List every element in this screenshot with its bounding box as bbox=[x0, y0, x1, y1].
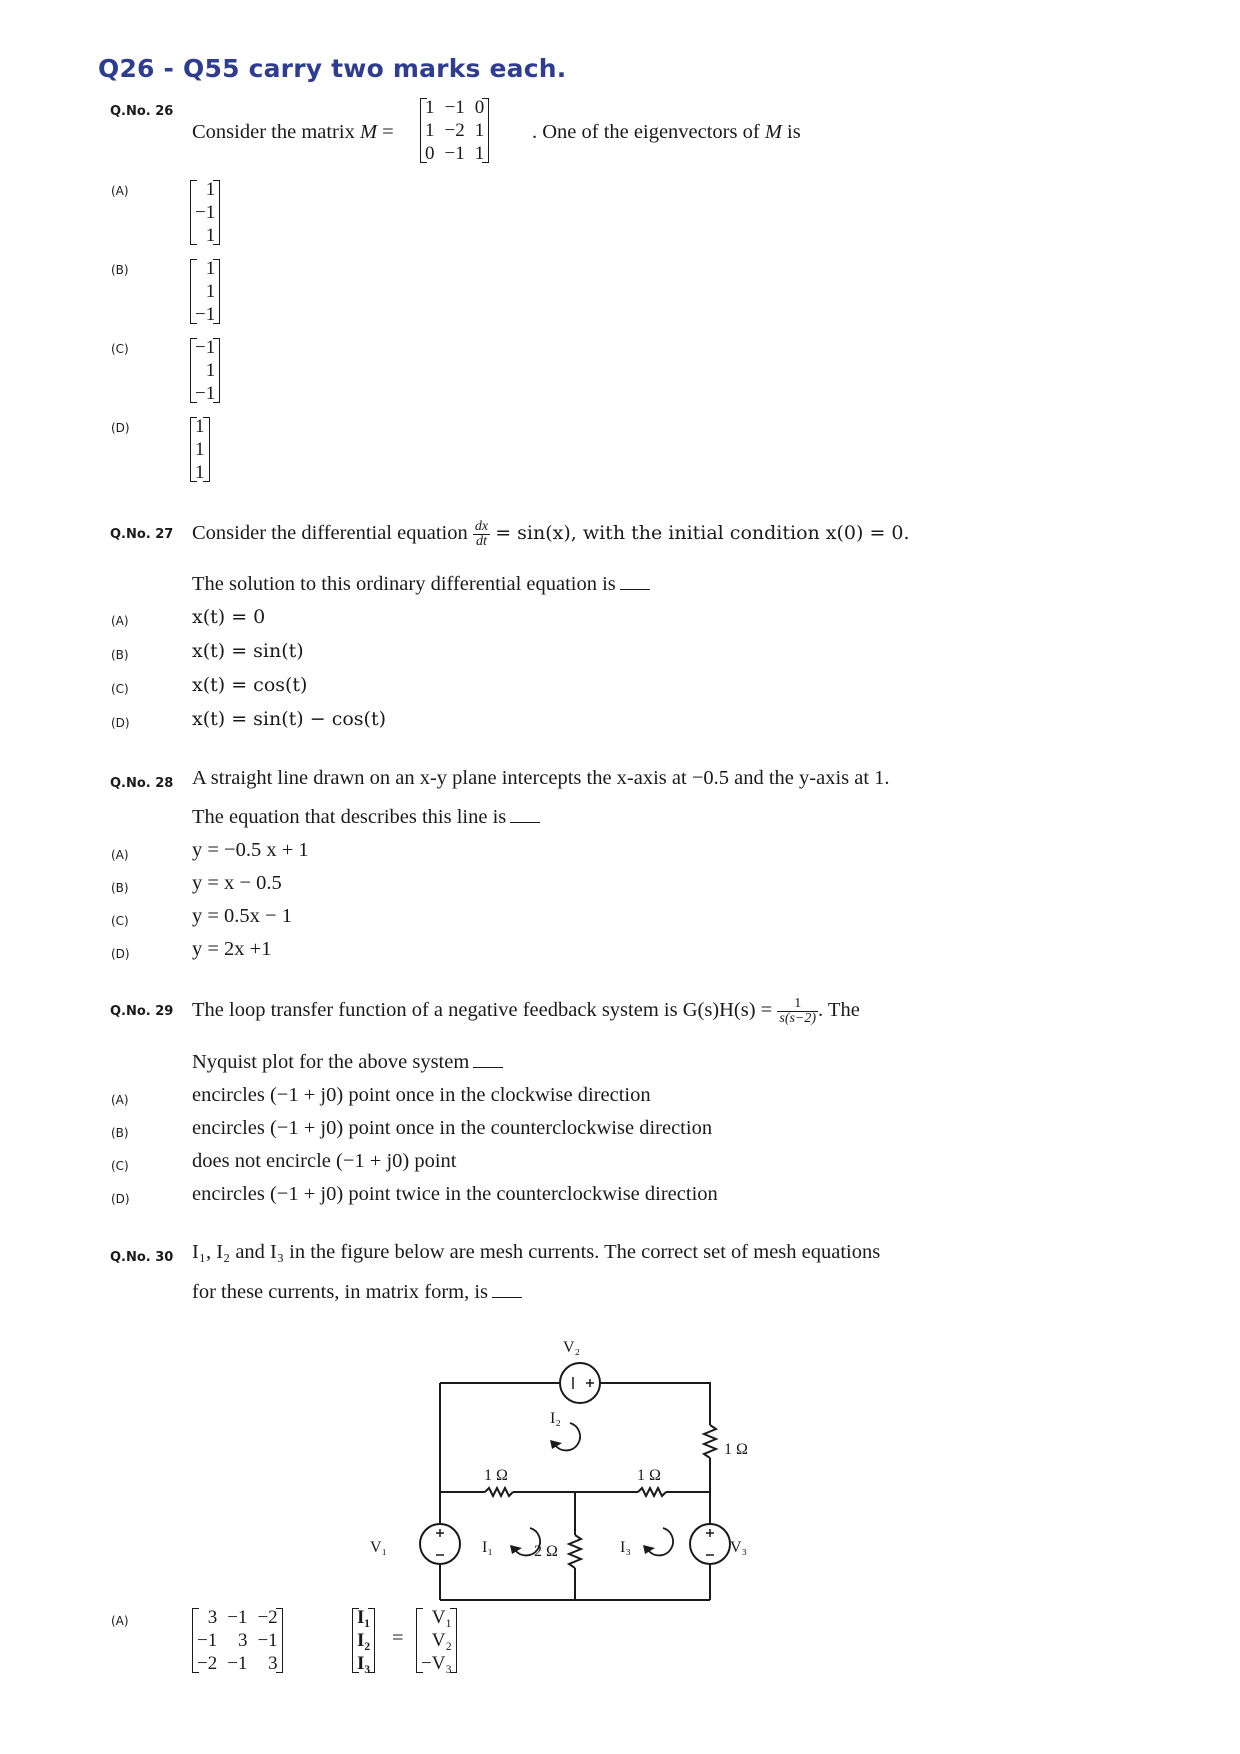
q28-stem-line2: The equation that describes this line is bbox=[192, 806, 540, 829]
q29-option-b-label: (B) bbox=[111, 1126, 129, 1140]
q29-option-a-label: (A) bbox=[111, 1093, 129, 1107]
q27-option-b-label: (B) bbox=[111, 648, 129, 662]
q27-option-d-text: x(t) = sin(t) − cos(t) bbox=[192, 708, 386, 730]
q29-stem-line2: Nyquist plot for the above system bbox=[192, 1051, 503, 1074]
q26-stem-end: . One of the eigenvectors of M is bbox=[532, 121, 801, 143]
resistor-right-1ohm bbox=[704, 1425, 716, 1458]
q30-option-a-matrix: 3 −1 −2 −1 3 −1 −2 −1 3 bbox=[192, 1606, 283, 1675]
label-r-center: 2 Ω bbox=[534, 1543, 558, 1560]
q26-option-b-label: (B) bbox=[111, 263, 129, 277]
q29-option-c-label: (C) bbox=[111, 1159, 129, 1173]
q26-option-c-label: (C) bbox=[111, 342, 129, 356]
q30-stem-line2: for these currents, in matrix form, is bbox=[192, 1281, 522, 1304]
q28-number: Q.No. 28 bbox=[110, 776, 174, 791]
q28-stem: A straight line drawn on an x-y plane intercepts the x-axis at −0.5 and the y-axis at 1. bbox=[192, 767, 890, 789]
q28-option-a-text: y = −0.5 x + 1 bbox=[192, 839, 309, 861]
q28-option-b-text: y = x − 0.5 bbox=[192, 872, 282, 894]
q26-option-d-vector: 1 1 1 bbox=[190, 415, 210, 484]
label-r-left: 1 Ω bbox=[484, 1467, 508, 1484]
q29-option-d-text: encircles (−1 + j0) point twice in the counterclockwise direction bbox=[192, 1183, 718, 1205]
q26-option-c-vector: −1 1 −1 bbox=[190, 336, 220, 405]
q30-option-a-currents: I₁ I₂ I₃ bbox=[352, 1606, 375, 1675]
q26-stem: Consider the matrix M = bbox=[192, 121, 394, 143]
q28-option-a-label: (A) bbox=[111, 848, 129, 862]
q27-option-c-text: x(t) = cos(t) bbox=[192, 674, 308, 696]
q29-number: Q.No. 29 bbox=[110, 1004, 174, 1019]
label-v2: V₂ bbox=[563, 1339, 581, 1356]
q26-option-b-vector: 1 1 −1 bbox=[190, 257, 220, 326]
q29-option-b-text: encircles (−1 + j0) point once in the counterclockwise direction bbox=[192, 1117, 713, 1139]
q26-matrix: 1 −1 0 1 −2 1 0 −1 1 bbox=[420, 96, 489, 165]
q30-stem: I₁, I₂ and I₃ in the figure below are mesh currents. The correct set of mesh equations bbox=[192, 1241, 881, 1263]
q30-option-a-equals: = bbox=[392, 1627, 404, 1649]
q27-option-b-text: x(t) = sin(t) bbox=[192, 640, 304, 662]
label-r-mid: 1 Ω bbox=[637, 1467, 661, 1484]
q29-option-c-text: does not encircle (−1 + j0) point bbox=[192, 1150, 457, 1172]
q29-option-a-text: encircles (−1 + j0) point once in the clockwise direction bbox=[192, 1084, 651, 1106]
q28-option-b-label: (B) bbox=[111, 881, 129, 895]
q26-option-a-label: (A) bbox=[111, 184, 129, 198]
label-i3: I₃ bbox=[620, 1539, 631, 1556]
section-header: Q26 - Q55 carry two marks each. bbox=[98, 54, 567, 83]
q27-number: Q.No. 27 bbox=[110, 527, 174, 542]
q27-option-c-label: (C) bbox=[111, 682, 129, 696]
q28-option-c-label: (C) bbox=[111, 914, 129, 928]
mesh-arrow-i3 bbox=[648, 1528, 673, 1555]
q30-number: Q.No. 30 bbox=[110, 1250, 174, 1265]
mesh-circuit-diagram bbox=[370, 1330, 780, 1610]
top-right-wire bbox=[600, 1383, 710, 1425]
q27-option-a-text: x(t) = 0 bbox=[192, 606, 266, 628]
q29-stem: The loop transfer function of a negative feedback system is G(s)H(s) = $\frac{1}{s(s-2)}$ . The bbox=[192, 996, 860, 1026]
q27-stem: Consider the differential equation $\frac{dx}{dt}$ = sin(x), with the initial condition x(0) = 0. bbox=[192, 519, 910, 549]
label-v3: V₃ bbox=[730, 1539, 748, 1556]
resistor-left-1ohm bbox=[485, 1488, 513, 1496]
label-r-right: 1 Ω bbox=[724, 1441, 748, 1458]
q27-stem-line2: The solution to this ordinary differential equation is bbox=[192, 573, 650, 596]
resistor-center-2ohm bbox=[569, 1535, 581, 1568]
q28-option-d-text: y = 2x +1 bbox=[192, 938, 272, 960]
q26-number: Q.No. 26 bbox=[110, 104, 174, 119]
label-v1: V₁ bbox=[370, 1539, 388, 1556]
q27-option-d-label: (D) bbox=[111, 716, 130, 730]
q30-option-a-voltages: V₁ V₂ −V₃ bbox=[416, 1606, 457, 1675]
label-i1: I₁ bbox=[482, 1539, 493, 1556]
resistor-mid-1ohm bbox=[638, 1488, 666, 1496]
q27-option-a-label: (A) bbox=[111, 614, 129, 628]
q30-option-a-label: (A) bbox=[111, 1614, 129, 1628]
q26-option-d-label: (D) bbox=[111, 421, 130, 435]
q29-option-d-label: (D) bbox=[111, 1192, 130, 1206]
mesh-arrow-i2 bbox=[555, 1423, 580, 1450]
q26-option-a-vector: 1 −1 1 bbox=[190, 178, 220, 247]
q28-option-c-text: y = 0.5x − 1 bbox=[192, 905, 292, 927]
q28-option-d-label: (D) bbox=[111, 947, 130, 961]
label-i2: I₂ bbox=[550, 1410, 561, 1427]
